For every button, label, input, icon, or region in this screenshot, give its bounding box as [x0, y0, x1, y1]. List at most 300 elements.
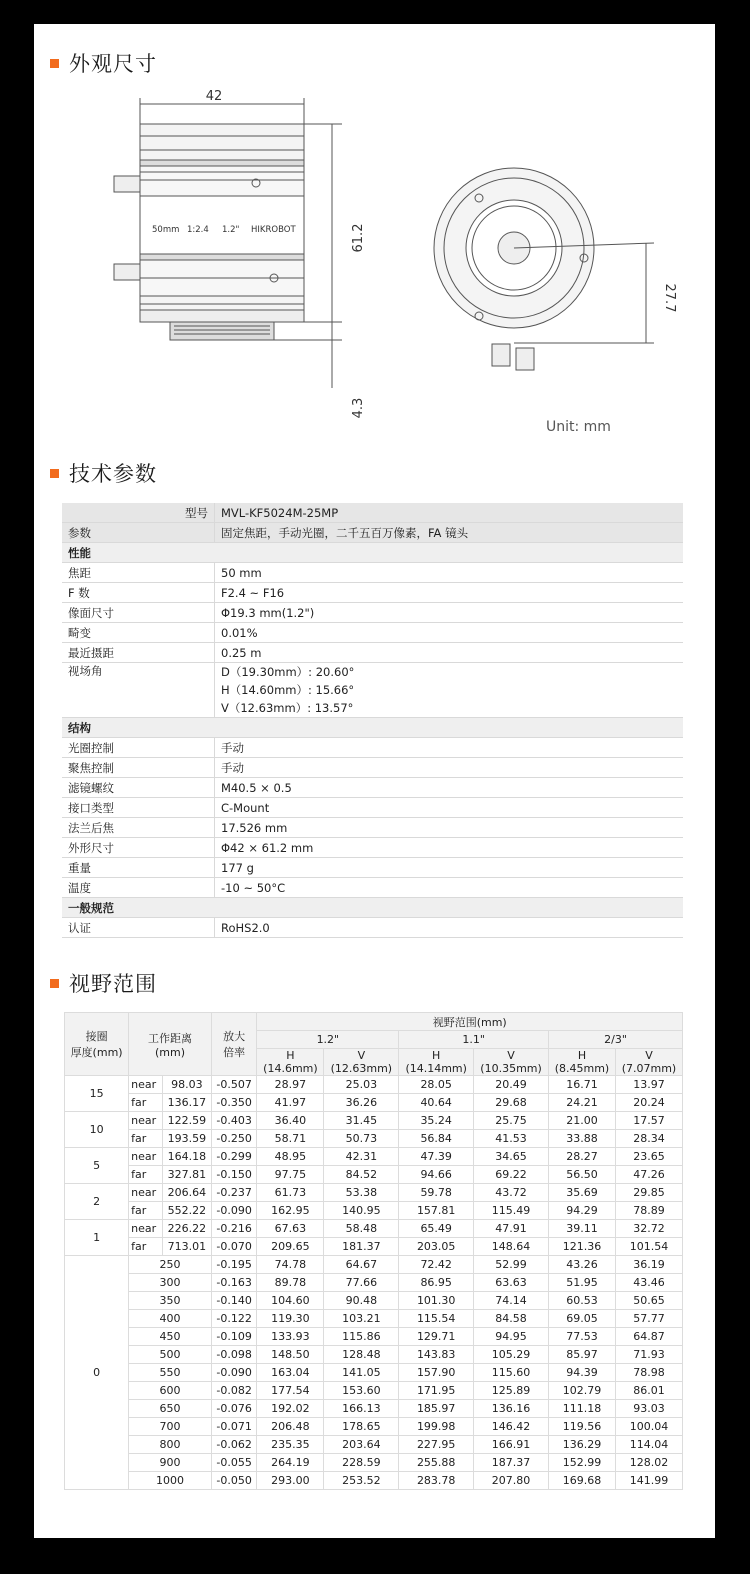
fov-row — [65, 1238, 683, 1256]
fov-cell: 153.60 — [324, 1382, 399, 1400]
spec-key: 视场角 — [62, 663, 215, 718]
fov-cell: 42.31 — [324, 1148, 399, 1166]
fov-cell: -0.055 — [211, 1454, 257, 1472]
lens-front-barrel — [140, 124, 304, 160]
fov-cell: 35.69 — [548, 1184, 615, 1202]
fov-cell: 115.86 — [324, 1328, 399, 1346]
fov-cell: -0.122 — [211, 1310, 257, 1328]
bullet-square-icon — [50, 979, 59, 988]
fov-cell: 600 — [129, 1382, 212, 1400]
fov-header-col: H (14.14mm) — [399, 1049, 474, 1076]
fov-cell: 77.53 — [548, 1328, 615, 1346]
fov-cell: -0.250 — [211, 1130, 257, 1148]
fov-cell: 125.89 — [474, 1382, 549, 1400]
fov-cell: -0.237 — [211, 1184, 257, 1202]
fov-cell: 900 — [129, 1454, 212, 1472]
spec-row — [62, 603, 683, 623]
fov-cell: 43.72 — [474, 1184, 549, 1202]
spec-value — [215, 603, 684, 623]
section-title-specs — [50, 458, 157, 488]
spec-param-value: 固定焦距，手动光圈，二千五百万像素，FA 镜头 — [215, 523, 684, 543]
fov-row — [65, 1220, 683, 1238]
section-title-dimensions — [50, 48, 157, 78]
fov-cell: near — [129, 1148, 163, 1166]
fov-cell: 43.26 — [548, 1256, 615, 1274]
fov-cell: 84.58 — [474, 1310, 549, 1328]
spec-value-line: H（14.60mm）: 15.66° — [221, 683, 355, 697]
fov-cell: 141.99 — [615, 1472, 682, 1490]
section-title-text: 视野范围 — [69, 972, 157, 996]
fov-cell: 61.73 — [257, 1184, 324, 1202]
fov-cell: -0.350 — [211, 1094, 257, 1112]
fov-cell: -0.062 — [211, 1436, 257, 1454]
spec-header-row — [62, 523, 683, 543]
fov-cell: 141.05 — [324, 1364, 399, 1382]
fov-cell: 104.60 — [257, 1292, 324, 1310]
spec-row — [62, 778, 683, 798]
fov-cell: 136.17 — [162, 1094, 211, 1112]
fov-cell: 97.75 — [257, 1166, 324, 1184]
fov-cell: far — [129, 1094, 163, 1112]
fov-cell: -0.071 — [211, 1418, 257, 1436]
fov-cell: 28.97 — [257, 1076, 324, 1094]
fov-cell: 157.90 — [399, 1364, 474, 1382]
spec-table — [62, 503, 683, 938]
fov-header-sensor: 2/3" — [548, 1031, 682, 1049]
fov-cell: -0.216 — [211, 1220, 257, 1238]
spec-value-line: Φ19.3 mm(1.2") — [221, 605, 315, 620]
spec-value-line: C-Mount — [221, 800, 270, 815]
fov-cell: -0.299 — [211, 1148, 257, 1166]
unit-label: Unit: mm — [546, 419, 611, 435]
fov-cell: 203.64 — [324, 1436, 399, 1454]
fov-cell: 166.91 — [474, 1436, 549, 1454]
spec-value — [215, 778, 684, 798]
section-title-fov — [50, 968, 157, 998]
fov-cell: 226.22 — [162, 1220, 211, 1238]
dimension-drawings — [94, 88, 694, 458]
fov-cell: 69.05 — [548, 1310, 615, 1328]
fov-header-wd: 工作距离 (mm) — [129, 1013, 212, 1076]
fov-cell: 86.01 — [615, 1382, 682, 1400]
fov-cell: 128.48 — [324, 1346, 399, 1364]
fov-spacer-cell: 15 — [65, 1076, 129, 1112]
fov-cell: 56.50 — [548, 1166, 615, 1184]
fov-cell: 29.85 — [615, 1184, 682, 1202]
spec-value-line: -10 ~ 50°C — [221, 880, 286, 895]
spec-value-line: 手动 — [221, 740, 244, 755]
spec-value — [215, 798, 684, 818]
fov-cell: -0.076 — [211, 1400, 257, 1418]
spec-row — [62, 758, 683, 778]
fov-cell: 129.71 — [399, 1328, 474, 1346]
fov-cell: 300 — [129, 1274, 212, 1292]
fov-cell: 164.18 — [162, 1148, 211, 1166]
fov-spacer-cell: 0 — [65, 1256, 129, 1490]
spec-value — [215, 838, 684, 858]
fov-cell: far — [129, 1202, 163, 1220]
fov-header-col: V (12.63mm) — [324, 1049, 399, 1076]
fov-spacer-cell: 5 — [65, 1148, 129, 1184]
fov-cell: 103.21 — [324, 1310, 399, 1328]
fov-cell: far — [129, 1238, 163, 1256]
fov-row — [65, 1076, 683, 1094]
fov-cell: 550 — [129, 1364, 212, 1382]
fov-spacer-cell: 2 — [65, 1184, 129, 1220]
fov-cell: 56.84 — [399, 1130, 474, 1148]
fov-row — [65, 1202, 683, 1220]
fov-row — [65, 1454, 683, 1472]
fov-cell: 63.63 — [474, 1274, 549, 1292]
lens-marking-brand: HIKROBOT — [251, 225, 296, 235]
fov-cell: 53.38 — [324, 1184, 399, 1202]
fov-cell: 101.30 — [399, 1292, 474, 1310]
spec-value-line: D（19.30mm）: 20.60° — [221, 665, 355, 679]
fov-cell: 148.64 — [474, 1238, 549, 1256]
spec-value — [215, 643, 684, 663]
spec-value-line: F2.4 ~ F16 — [221, 585, 285, 600]
fov-cell: 94.95 — [474, 1328, 549, 1346]
lens-marking-focal: 50mm — [152, 225, 180, 235]
fov-cell: 28.27 — [548, 1148, 615, 1166]
fov-cell: 187.37 — [474, 1454, 549, 1472]
fov-cell: 39.11 — [548, 1220, 615, 1238]
fov-cell: 98.03 — [162, 1076, 211, 1094]
fov-cell: 114.04 — [615, 1436, 682, 1454]
fov-cell: 58.71 — [257, 1130, 324, 1148]
spec-row — [62, 878, 683, 898]
spec-value-line: 0.25 m — [221, 645, 262, 660]
fov-row — [65, 1112, 683, 1130]
fov-cell: 100.04 — [615, 1418, 682, 1436]
spec-value-line: 0.01% — [221, 625, 258, 640]
fov-cell: 206.64 — [162, 1184, 211, 1202]
fov-cell: 350 — [129, 1292, 212, 1310]
fov-cell: 400 — [129, 1310, 212, 1328]
fov-cell: 13.97 — [615, 1076, 682, 1094]
fov-cell: 193.59 — [162, 1130, 211, 1148]
spec-model-value: MVL-KF5024M-25MP — [215, 503, 684, 523]
fov-table — [64, 1012, 683, 1490]
fov-cell: 93.03 — [615, 1400, 682, 1418]
fov-cell: 57.77 — [615, 1310, 682, 1328]
fov-cell: 20.49 — [474, 1076, 549, 1094]
fov-cell: 41.53 — [474, 1130, 549, 1148]
fov-cell: 89.78 — [257, 1274, 324, 1292]
fov-cell: 74.78 — [257, 1256, 324, 1274]
fov-cell: 84.52 — [324, 1166, 399, 1184]
fov-cell: 327.81 — [162, 1166, 211, 1184]
fov-cell: 40.64 — [399, 1094, 474, 1112]
lens-marking-format: 1.2" — [222, 225, 240, 235]
spec-group-row — [62, 898, 683, 918]
focus-lock-screw — [114, 176, 140, 192]
spec-value-line: M40.5 × 0.5 — [221, 780, 292, 795]
fov-cell: 78.98 — [615, 1364, 682, 1382]
fov-row — [65, 1148, 683, 1166]
fov-cell: 47.39 — [399, 1148, 474, 1166]
fov-cell: 293.00 — [257, 1472, 324, 1490]
fov-cell: 72.42 — [399, 1256, 474, 1274]
fov-cell: 148.50 — [257, 1346, 324, 1364]
fov-cell: 133.93 — [257, 1328, 324, 1346]
fov-header-sensor: 1.2" — [257, 1031, 399, 1049]
spec-key: 外形尺寸 — [62, 838, 215, 858]
fov-cell: 43.46 — [615, 1274, 682, 1292]
fov-cell: 90.48 — [324, 1292, 399, 1310]
fov-cell: 121.36 — [548, 1238, 615, 1256]
fov-cell: 128.02 — [615, 1454, 682, 1472]
spec-key: 光圈控制 — [62, 738, 215, 758]
front-view-screw-left — [492, 344, 510, 366]
lens-marking-aperture: 1:2.4 — [187, 225, 209, 235]
spec-key: 滤镜螺纹 — [62, 778, 215, 798]
fov-cell: -0.163 — [211, 1274, 257, 1292]
fov-cell: 255.88 — [399, 1454, 474, 1472]
fov-cell: 166.13 — [324, 1400, 399, 1418]
fov-cell: 181.37 — [324, 1238, 399, 1256]
fov-cell: 713.01 — [162, 1238, 211, 1256]
spec-key: 温度 — [62, 878, 215, 898]
fov-cell: -0.098 — [211, 1346, 257, 1364]
spec-key: 重量 — [62, 858, 215, 878]
fov-cell: 94.39 — [548, 1364, 615, 1382]
fov-cell: -0.140 — [211, 1292, 257, 1310]
fov-row — [65, 1256, 683, 1274]
fov-cell: 36.26 — [324, 1094, 399, 1112]
dim-height-label: 61.2 — [351, 223, 366, 253]
page — [34, 24, 715, 1538]
fov-cell: 33.88 — [548, 1130, 615, 1148]
spec-model-label: 型号 — [62, 503, 215, 523]
fov-header-mag: 放大 倍率 — [211, 1013, 257, 1076]
fov-header-col: V (7.07mm) — [615, 1049, 682, 1076]
fov-cell: 209.65 — [257, 1238, 324, 1256]
focus-ring — [140, 166, 304, 196]
fov-cell: 203.05 — [399, 1238, 474, 1256]
fov-cell: near — [129, 1220, 163, 1238]
dim-mount-label: 4.3 — [351, 397, 366, 419]
fov-header-col: V (10.35mm) — [474, 1049, 549, 1076]
fov-header-sensor: 1.1" — [399, 1031, 549, 1049]
fov-cell: -0.070 — [211, 1238, 257, 1256]
spec-value — [215, 623, 684, 643]
fov-cell: 450 — [129, 1328, 212, 1346]
fov-cell: 20.24 — [615, 1094, 682, 1112]
fov-cell: 177.54 — [257, 1382, 324, 1400]
fov-cell: 143.83 — [399, 1346, 474, 1364]
fov-cell: 500 — [129, 1346, 212, 1364]
fov-cell: 41.97 — [257, 1094, 324, 1112]
fov-cell: 25.03 — [324, 1076, 399, 1094]
fov-cell: 800 — [129, 1436, 212, 1454]
spec-value-line: V（12.63mm）: 13.57° — [221, 701, 354, 715]
fov-cell: 185.97 — [399, 1400, 474, 1418]
spec-value — [215, 583, 684, 603]
fov-row — [65, 1418, 683, 1436]
spec-value-line: Φ42 × 61.2 mm — [221, 840, 314, 855]
fov-cell: 105.29 — [474, 1346, 549, 1364]
spec-row — [62, 918, 683, 938]
fov-cell: 253.52 — [324, 1472, 399, 1490]
fov-cell: 85.97 — [548, 1346, 615, 1364]
spec-key: F 数 — [62, 583, 215, 603]
fov-cell: 192.02 — [257, 1400, 324, 1418]
fov-cell: 28.34 — [615, 1130, 682, 1148]
fov-cell: 65.49 — [399, 1220, 474, 1238]
fov-header-col: H (8.45mm) — [548, 1049, 615, 1076]
fov-cell: 700 — [129, 1418, 212, 1436]
fov-cell: near — [129, 1184, 163, 1202]
spec-row — [62, 818, 683, 838]
fov-cell: -0.109 — [211, 1328, 257, 1346]
fov-spacer-cell: 10 — [65, 1112, 129, 1148]
fov-cell: 101.54 — [615, 1238, 682, 1256]
fov-cell: 78.89 — [615, 1202, 682, 1220]
fov-cell: 250 — [129, 1256, 212, 1274]
fov-cell: 206.48 — [257, 1418, 324, 1436]
spec-row — [62, 623, 683, 643]
front-view-screw-right — [516, 348, 534, 370]
fov-cell: 21.00 — [548, 1112, 615, 1130]
fov-row — [65, 1472, 683, 1490]
spec-row — [62, 798, 683, 818]
fov-cell: 102.79 — [548, 1382, 615, 1400]
fov-cell: 71.93 — [615, 1346, 682, 1364]
spec-value-line: 手动 — [221, 760, 244, 775]
fov-cell: 28.05 — [399, 1076, 474, 1094]
section-title-text: 外观尺寸 — [69, 52, 157, 76]
dim-width-label: 42 — [205, 89, 223, 104]
fov-cell: 207.80 — [474, 1472, 549, 1490]
fov-cell: 58.48 — [324, 1220, 399, 1238]
fov-cell: 94.66 — [399, 1166, 474, 1184]
spec-value — [215, 858, 684, 878]
fov-cell: 264.19 — [257, 1454, 324, 1472]
fov-cell: 111.18 — [548, 1400, 615, 1418]
fov-cell: 136.16 — [474, 1400, 549, 1418]
fov-cell: -0.050 — [211, 1472, 257, 1490]
spec-value-line: RoHS2.0 — [221, 920, 270, 935]
fov-cell: 162.95 — [257, 1202, 324, 1220]
fov-spacer-cell: 1 — [65, 1220, 129, 1256]
fov-cell: 119.56 — [548, 1418, 615, 1436]
fov-cell: 32.72 — [615, 1220, 682, 1238]
fov-cell: 140.95 — [324, 1202, 399, 1220]
spec-key: 接口类型 — [62, 798, 215, 818]
spec-row — [62, 738, 683, 758]
spec-row — [62, 663, 683, 718]
spec-row — [62, 643, 683, 663]
spec-key: 认证 — [62, 918, 215, 938]
fov-cell: 50.65 — [615, 1292, 682, 1310]
spec-key: 焦距 — [62, 563, 215, 583]
fov-cell: 171.95 — [399, 1382, 474, 1400]
spec-value-line: 177 g — [221, 860, 254, 875]
fov-cell: 552.22 — [162, 1202, 211, 1220]
fov-cell: 17.57 — [615, 1112, 682, 1130]
spec-group-row — [62, 543, 683, 563]
fov-cell: 36.40 — [257, 1112, 324, 1130]
section-title-text: 技术参数 — [69, 462, 157, 486]
fov-cell: 228.59 — [324, 1454, 399, 1472]
fov-row — [65, 1184, 683, 1202]
fov-row — [65, 1166, 683, 1184]
fov-cell: 136.29 — [548, 1436, 615, 1454]
fov-cell: -0.195 — [211, 1256, 257, 1274]
fov-row — [65, 1292, 683, 1310]
fov-cell: 36.19 — [615, 1256, 682, 1274]
fov-header-spacer: 接圈 厚度(mm) — [65, 1013, 129, 1076]
fov-cell: -0.090 — [211, 1364, 257, 1382]
fov-cell: 86.95 — [399, 1274, 474, 1292]
fov-cell: 115.54 — [399, 1310, 474, 1328]
fov-header-range: 视野范围(mm) — [257, 1013, 683, 1031]
spec-key: 聚焦控制 — [62, 758, 215, 778]
fov-cell: 152.99 — [548, 1454, 615, 1472]
fov-cell: 283.78 — [399, 1472, 474, 1490]
spec-key: 最近摄距 — [62, 643, 215, 663]
fov-cell: -0.507 — [211, 1076, 257, 1094]
spec-value-line: 50 mm — [221, 565, 262, 580]
fov-cell: 115.60 — [474, 1364, 549, 1382]
fov-row — [65, 1346, 683, 1364]
fov-row — [65, 1400, 683, 1418]
spec-group-title: 一般规范 — [62, 898, 683, 918]
fov-cell: 67.63 — [257, 1220, 324, 1238]
spec-key: 畸变 — [62, 623, 215, 643]
bullet-square-icon — [50, 469, 59, 478]
fov-cell: 35.24 — [399, 1112, 474, 1130]
spec-row — [62, 583, 683, 603]
fov-cell: 16.71 — [548, 1076, 615, 1094]
spec-value — [215, 818, 684, 838]
fov-cell: 178.65 — [324, 1418, 399, 1436]
spec-header-row — [62, 503, 683, 523]
fov-cell: 47.91 — [474, 1220, 549, 1238]
fov-cell: -0.082 — [211, 1382, 257, 1400]
fov-cell: 650 — [129, 1400, 212, 1418]
spec-group-title: 结构 — [62, 718, 683, 738]
fov-cell: 23.65 — [615, 1148, 682, 1166]
fov-cell: 34.65 — [474, 1148, 549, 1166]
fov-cell: 52.99 — [474, 1256, 549, 1274]
fov-cell: 69.22 — [474, 1166, 549, 1184]
fov-row — [65, 1328, 683, 1346]
spec-row — [62, 858, 683, 878]
fov-row — [65, 1364, 683, 1382]
fov-cell: 227.95 — [399, 1436, 474, 1454]
fov-cell: -0.403 — [211, 1112, 257, 1130]
spec-group-title: 性能 — [62, 543, 683, 563]
iris-lock-screw — [114, 264, 140, 280]
fov-cell: near — [129, 1076, 163, 1094]
fov-cell: 25.75 — [474, 1112, 549, 1130]
fov-cell: 115.49 — [474, 1202, 549, 1220]
fov-cell: 59.78 — [399, 1184, 474, 1202]
spec-group-row — [62, 718, 683, 738]
fov-cell: 94.29 — [548, 1202, 615, 1220]
spec-value-line: 17.526 mm — [221, 820, 288, 835]
fov-cell: 157.81 — [399, 1202, 474, 1220]
spec-key: 像面尺寸 — [62, 603, 215, 623]
fov-cell: 60.53 — [548, 1292, 615, 1310]
spec-value — [215, 738, 684, 758]
fov-cell: -0.090 — [211, 1202, 257, 1220]
fov-cell: 29.68 — [474, 1094, 549, 1112]
spec-row — [62, 838, 683, 858]
fov-header-col: H (14.6mm) — [257, 1049, 324, 1076]
